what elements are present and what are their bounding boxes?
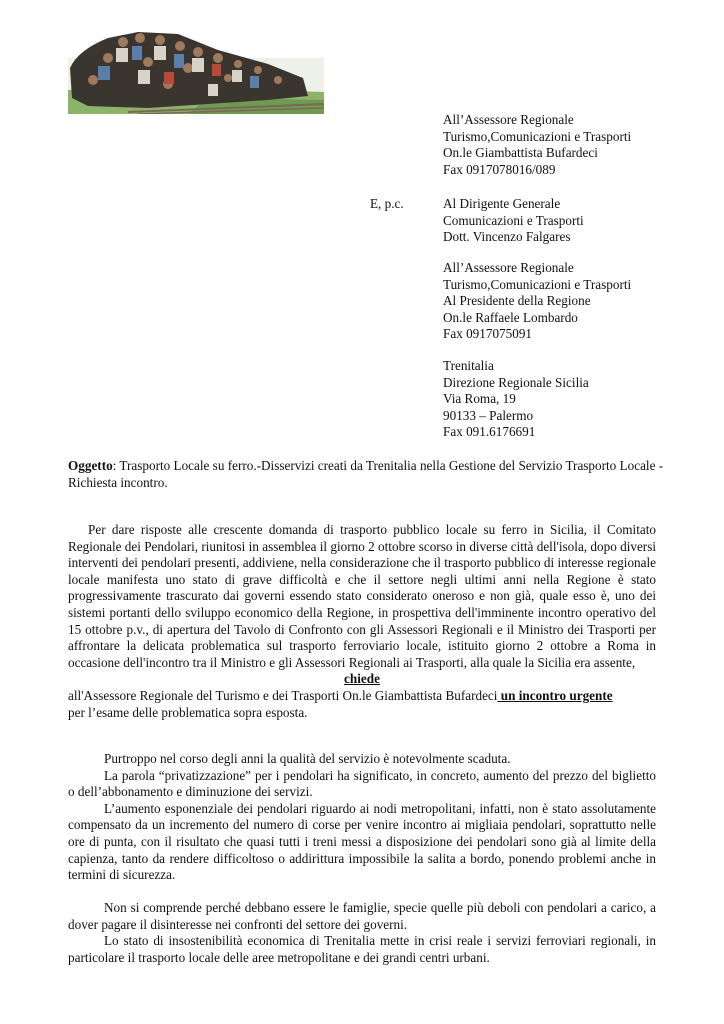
paragraph-quality: Purtroppo nel corso degli anni la qualità del servizio è notevolmente scaduta.: [104, 751, 511, 766]
letter-body-3: [68, 900, 656, 966]
recipient-line: 90133 – Palermo: [443, 407, 534, 423]
request-urgent: un incontro urgente: [497, 687, 613, 703]
request-line: [68, 688, 656, 705]
recipient-line: Turismo,Comunicazioni e Trasporti: [443, 276, 632, 292]
recipient-line: Fax 0917078016/089: [443, 161, 556, 177]
chiede-heading: chiede: [344, 671, 380, 687]
epc-label: E, p.c.: [370, 196, 404, 211]
recipient-line: Direzione Regionale Sicilia: [443, 374, 589, 390]
request-recipient: all'Assessore Regionale del Turismo e dei Trasporti On.le Giambattista Bufardeci: [68, 687, 498, 703]
subject-line: [68, 458, 668, 491]
recipient-line: All’Assessore Regionale: [443, 260, 574, 275]
recipient-block-3: [443, 260, 631, 343]
recipient-line: Turismo,Comunicazioni e Trasporti: [443, 128, 632, 144]
recipient-line: Fax 0917075091: [443, 326, 533, 342]
header-train-photo: [68, 28, 324, 114]
recipient-line: Al Presidente della Regione: [443, 293, 591, 309]
paragraph-trenitalia: Lo stato di insostenibilità economica di Trenitalia mette in crisi reale i servizi ferroviari regionali, in particolare il trasporto locale delle aree metropolitane e dei grandi centri urbani.: [68, 933, 656, 965]
letter-body-2: [68, 751, 656, 884]
recipient-line: Via Roma, 19: [443, 391, 516, 407]
recipient-block-2: [443, 196, 584, 246]
paragraph-families: Non si comprende perché debbano essere le famiglie, specie quelle più deboli con pendolari a carico, a dover pagare il disinteresse nei confronti del settore dei governi.: [68, 900, 656, 932]
recipient-block-1: [443, 112, 631, 178]
recipient-block-4: [443, 358, 589, 441]
subject-text: : Trasporto Locale su ferro.-Disservizi creati da Trenitalia nella Gestione del Servizio Trasporto Locale - Richiesta incontro.: [68, 458, 664, 490]
recipient-line: All’Assessore Regionale: [443, 112, 574, 127]
letter-body: [68, 522, 656, 721]
subject-label: Oggetto: [68, 458, 113, 473]
paragraph-intro: Per dare risposte alle crescente domanda di trasporto pubblico locale su ferro in Sicilia, il Comitato Regionale dei Pendolari, riunitosi in assemblea il giorno 2 ottobre scorso in diverse città dell'isola, dopo diversi interventi dei pendolari presenti, addiviene, nella considerazione che il trasporto pubblico di interesse regionale locale manifesta uno stato di grave difficoltà e che il settore negli ultimi anni nella Regione è stato progressivamente trascurato dai governi essendo stato considerato oneroso e non già, quale esso è, uno dei sistemi portanti dello sviluppo economico della Regione, in prospettiva dell'imminente incontro operativo del 15 ottobre p.v., di apertura del Tavolo di Confronto con gli Assessori Regionali e il Ministro dei Trasporti per affrontare la delicata problematica sul trasporto ferroviario locale, istituito giorno 2 ottobre a Roma in occasione dell'incontro tra il Ministro e gli Assessori Regionali ai Trasporti, alla quale la Sicilia era assente,: [68, 522, 656, 670]
recipient-line: On.le Raffaele Lombardo: [443, 309, 578, 325]
request-purpose: per l’esame delle problematica sopra esposta.: [68, 704, 308, 720]
recipient-line: Dott. Vincenzo Falgares: [443, 229, 571, 245]
recipient-line: Comunicazioni e Trasporti: [443, 212, 584, 228]
paragraph-privatization: La parola “privatizzazione” per i pendolari ha significato, in concreto, aumento del prezzo del biglietto o dell’abbonamento e diminuzione dei servizi.: [68, 767, 656, 800]
recipient-line: Al Dirigente Generale: [443, 196, 561, 211]
recipient-line: Fax 091.6176691: [443, 424, 536, 440]
recipient-line: Trenitalia: [443, 358, 494, 373]
paragraph-commuters: L’aumento esponenziale dei pendolari riguardo ai nodi metropolitani, infatti, non è stato assolutamente compensato da un incremento del numero di corse per venire incontro ai migliaia pendolari, soprattutto nelle ore di punta, con il risultato che quasi tutti i treni messi a disposizione dei pendolari sono già al limite della capienza, tanto da rendere difficoltoso o addirittura impossibile la salita a bordo, ponendo problemi anche in termini di sicurezza.: [68, 800, 656, 883]
recipient-line: On.le Giambattista Bufardeci: [443, 145, 598, 161]
